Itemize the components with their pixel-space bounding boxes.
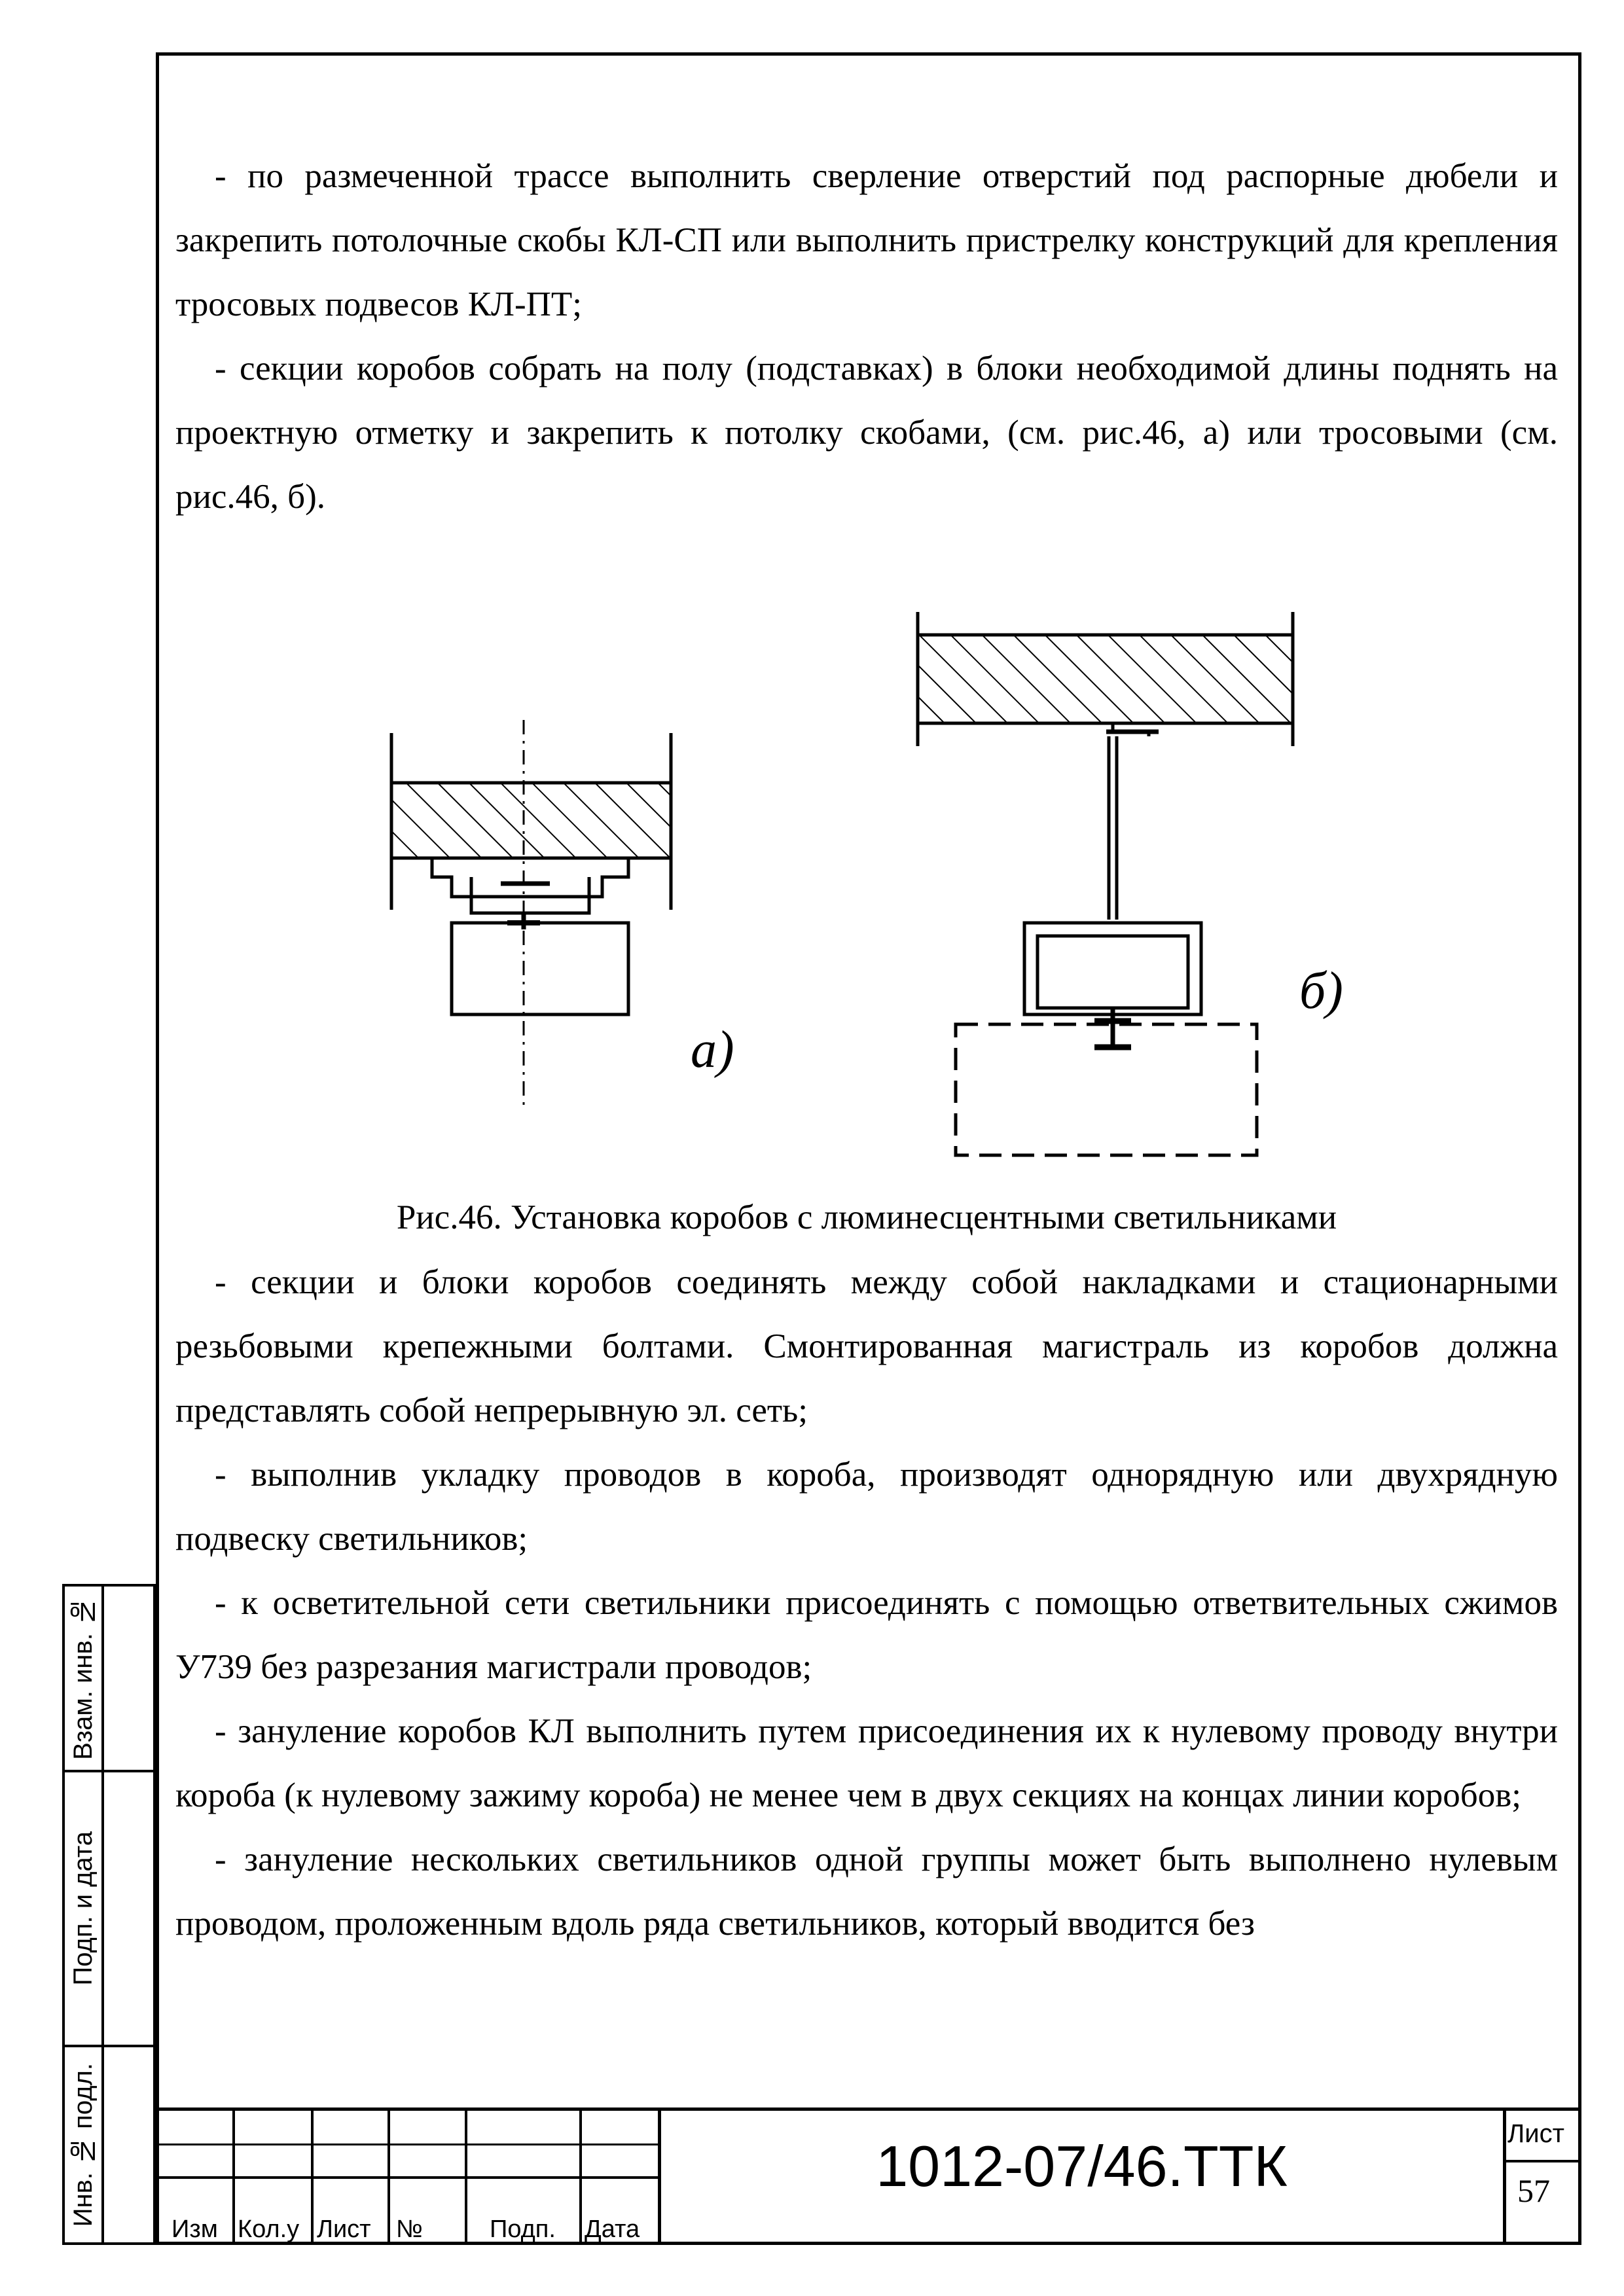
paragraph: - к осветительной сети светильники присоединять с помощью ответвительных сжимов У739 без разрезания магистрали проводов; — [175, 1584, 1558, 1686]
col-izm: Изм — [171, 2215, 218, 2243]
col-data: Дата — [585, 2215, 640, 2243]
paragraph: - секции коробов собрать на полу (подставках) в блоки необходимой длины поднять на проектную отметку и закрепить к потолку скобами, (см. рис.46, а) или тросовыми (см. рис.46, б). — [175, 350, 1558, 516]
paragraph: - по размеченной трассе выполнить сверление отверстий под распорные дюбели и закрепить потолочные скобы КЛ-СП или выполнить пристрелку конструкций для крепления тросовых подвесов КЛ-ПТ; — [175, 157, 1558, 323]
body-text-bottom — [175, 1250, 1558, 1956]
sheet-number: 57 — [1517, 2172, 1550, 2209]
sheet-label: Лист — [1507, 2119, 1564, 2148]
side-cell-inv — [65, 2045, 104, 2242]
side-cell-podp — [65, 1770, 104, 2045]
col-podp: Подп. — [490, 2215, 556, 2243]
figure-caption: Рис.46. Установка коробов с люминесцентными светильниками — [396, 1198, 1337, 1236]
figure-b-drawing — [918, 612, 1293, 1155]
side-label-inv: Инв. № подл. — [68, 2062, 98, 2227]
paragraph: - зануление коробов КЛ выполнить путем присоединения их к нулевому проводу внутри короба (к нулевому зажиму короба) не менее чем в двух секциях на концах линии коробов; — [175, 1712, 1558, 1814]
paragraph: - зануление нескольких светильников одной группы может быть выполнено нулевым проводом, проложенным вдоль ряда светильников, который вводится без — [175, 1840, 1558, 1943]
col-kolu: Кол.у — [238, 2215, 300, 2243]
side-label-podp: Подп. и дата — [68, 1831, 98, 1986]
document-code: 1012-07/46.ТТК — [876, 2134, 1288, 2198]
side-stamp — [62, 1584, 156, 2245]
col-list: Лист — [317, 2215, 371, 2243]
col-no: № — [396, 2215, 423, 2243]
figure-a-drawing — [391, 720, 671, 1106]
figure-a-label: а) — [691, 1021, 734, 1079]
figure-b-label: б) — [1299, 962, 1343, 1020]
paragraph: - выполнив укладку проводов в короба, производят однорядную или двухрядную подвеску светильников; — [175, 1456, 1558, 1558]
paragraph: - секции и блоки коробов соединять между собой накладками и стационарными резьбовыми крепежными болтами. Смонтированная магистраль из коробов должна представлять собой непрерывную эл. сеть; — [175, 1263, 1558, 1429]
side-label-vzam: Взам. инв. № — [68, 1596, 98, 1760]
side-cell-vzam — [65, 1587, 104, 1770]
